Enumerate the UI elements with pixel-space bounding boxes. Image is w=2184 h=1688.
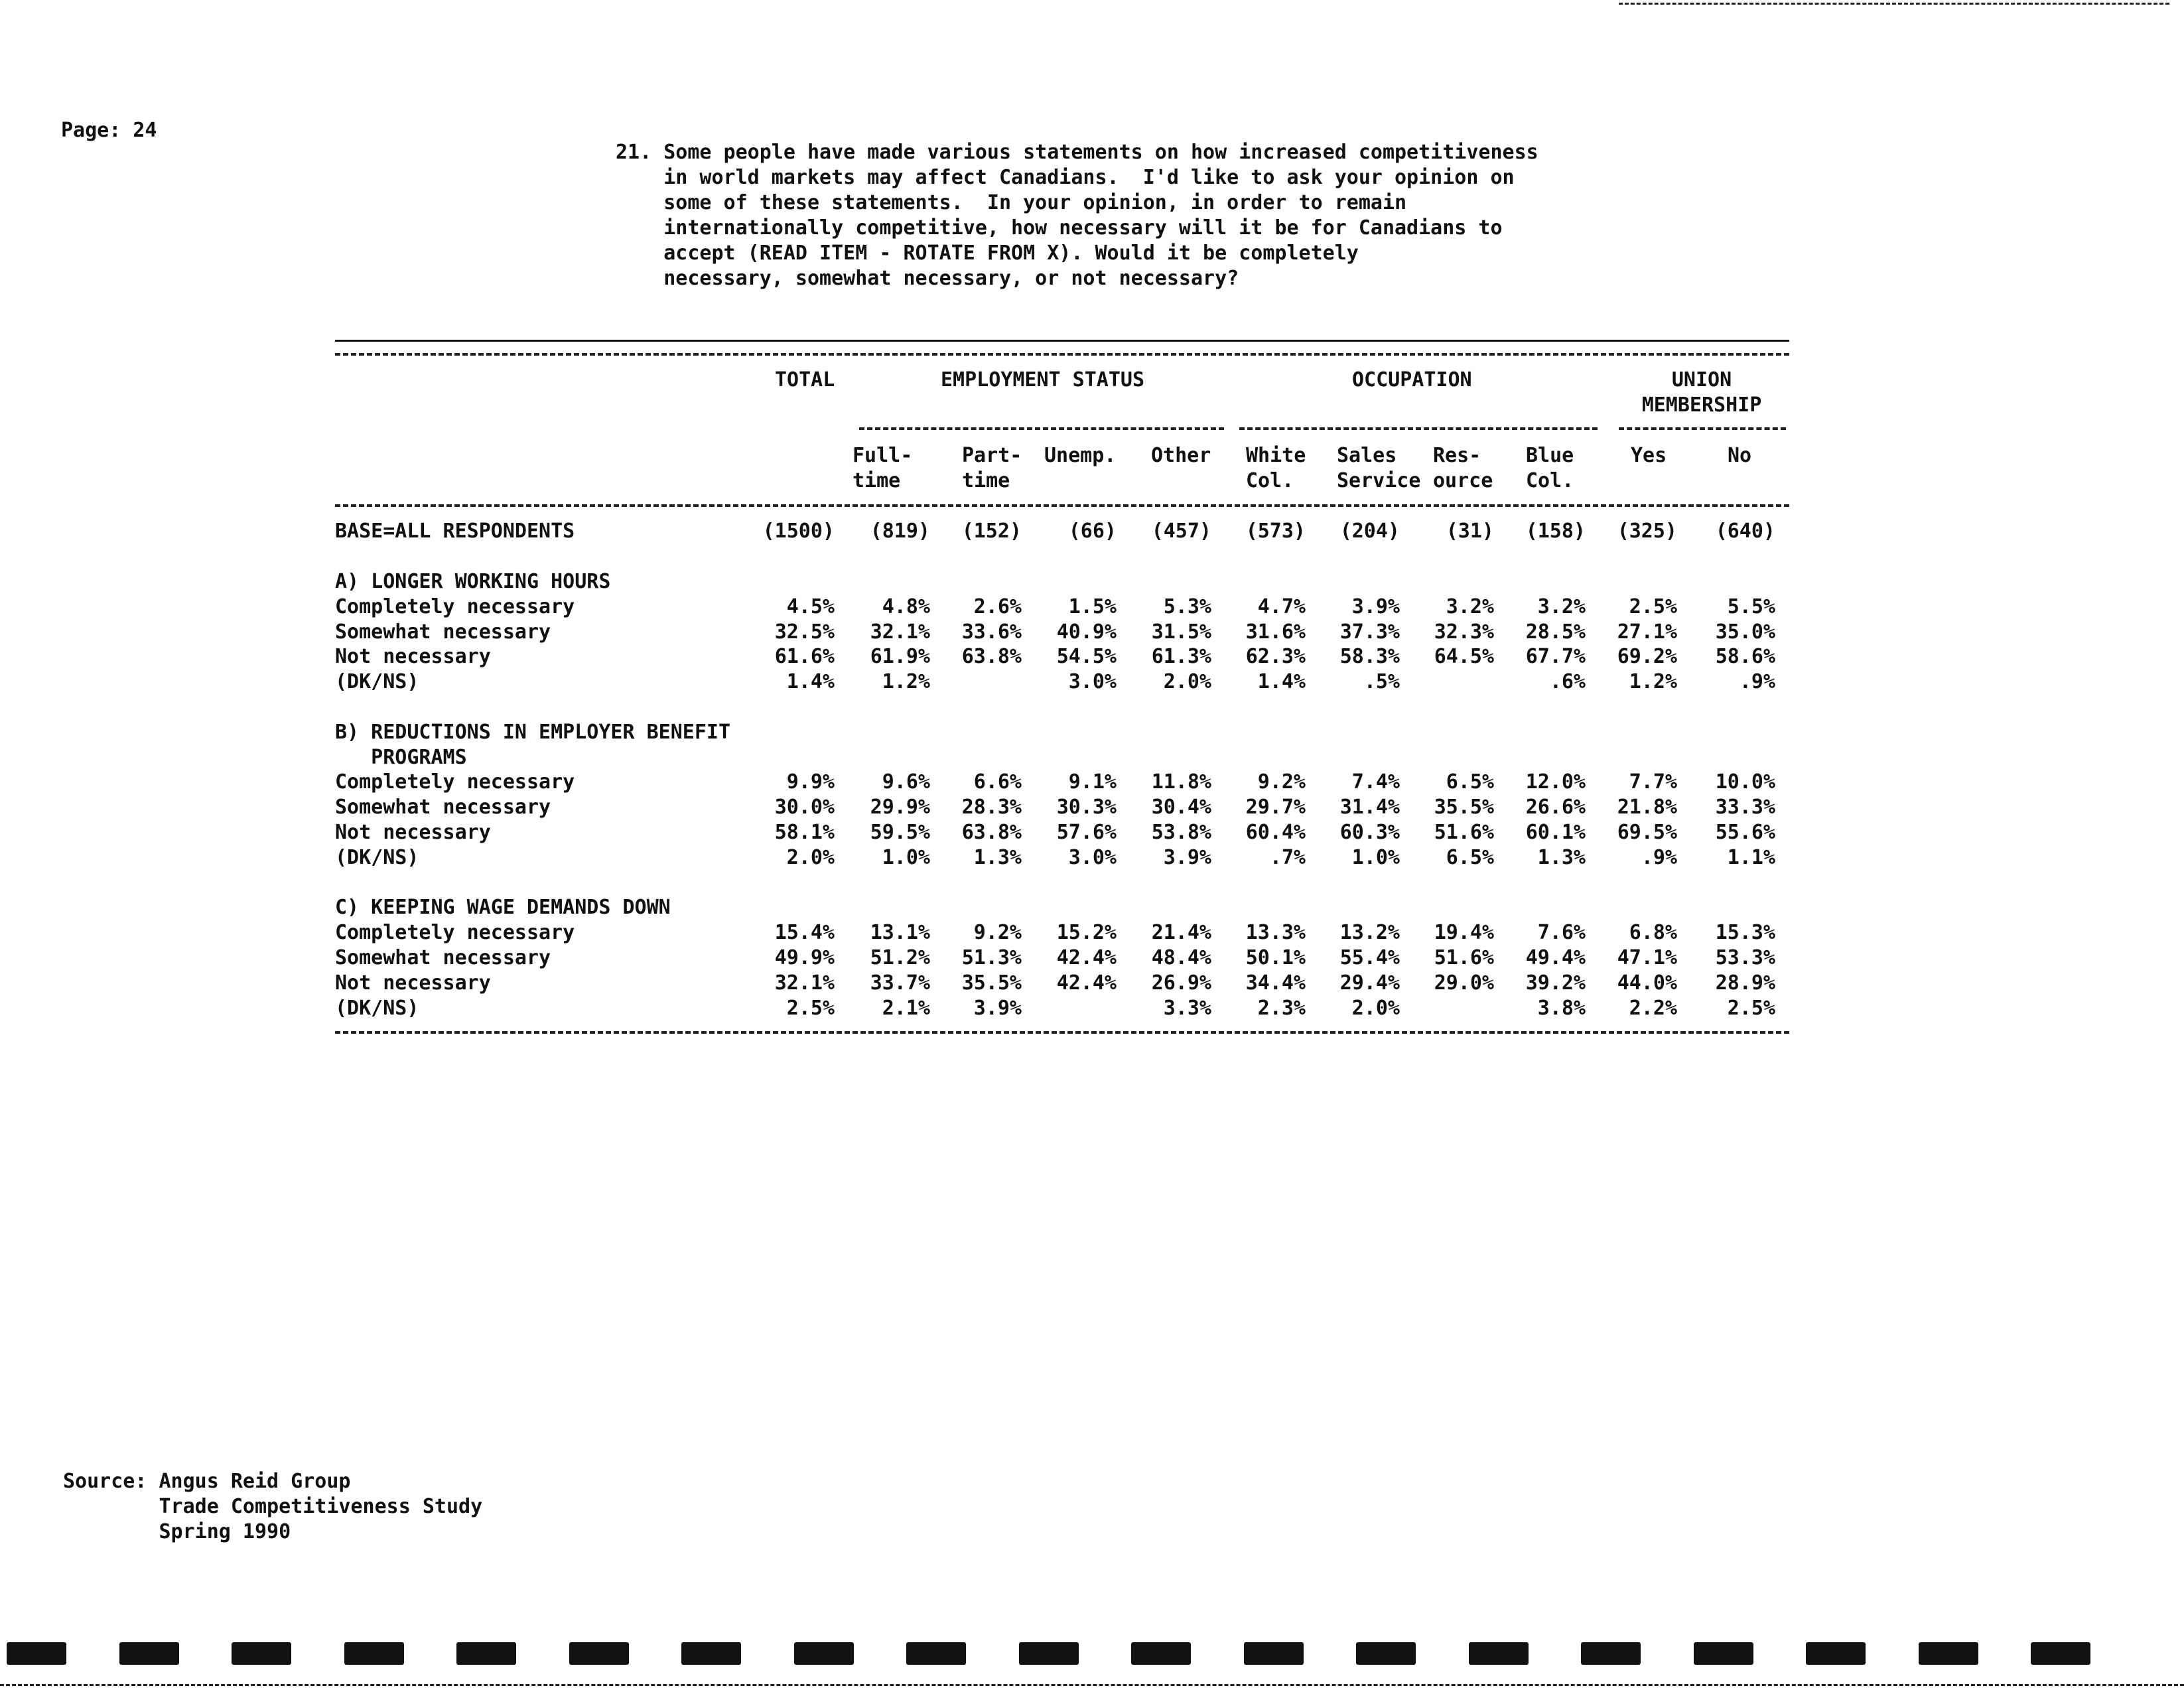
table-cell: 32.1%	[774, 971, 835, 995]
table-cell: 63.8%	[961, 645, 1022, 668]
edge-mark	[1581, 1642, 1641, 1665]
table-cell: 35.5%	[1434, 796, 1494, 819]
edge-mark	[1356, 1642, 1416, 1665]
table-cell: 5.5%	[1727, 595, 1775, 618]
edge-mark	[1244, 1642, 1304, 1665]
table-cell: .5%	[1363, 670, 1400, 693]
column-header: Sales	[1337, 444, 1397, 467]
table-cell: 40.9%	[1056, 620, 1117, 644]
table-cell: 55.6%	[1715, 821, 1775, 844]
table-cell: 1.0%	[1351, 846, 1400, 869]
table-cell: 57.6%	[1056, 821, 1117, 844]
edge-mark	[456, 1642, 516, 1665]
base-cell: (819)	[870, 520, 930, 543]
table-cell: 58.6%	[1715, 645, 1775, 668]
table-cell: 58.3%	[1339, 645, 1400, 668]
base-cell: (158)	[1525, 520, 1586, 543]
table-cell: .7%	[1269, 846, 1306, 869]
top-edge-rule	[1619, 3, 2169, 5]
table-cell: 13.2%	[1339, 921, 1400, 944]
row-label: Not necessary	[335, 971, 491, 995]
table-cell: 32.1%	[870, 620, 930, 644]
table-cell: 37.3%	[1339, 620, 1400, 644]
table-cell: 34.4%	[1245, 971, 1306, 995]
row-label: (DK/NS)	[335, 846, 419, 869]
column-header-line-2: ource	[1433, 469, 1493, 492]
source-line-2: Trade Competitiveness Study	[63, 1495, 483, 1518]
question-line-5: accept (READ ITEM - ROTATE FROM X). Would it be completely	[616, 242, 1359, 265]
header-membership: MEMBERSHIP	[1641, 393, 1762, 417]
table-cell: 47.1%	[1617, 946, 1677, 969]
row-label: Somewhat necessary	[335, 620, 551, 644]
table-cell: 60.1%	[1525, 821, 1586, 844]
base-cell: (457)	[1151, 520, 1211, 543]
column-header: Blue	[1526, 444, 1574, 467]
table-cell: 3.9%	[1351, 595, 1400, 618]
table-cell: 3.9%	[973, 997, 1022, 1020]
table-cell: 28.5%	[1525, 620, 1586, 644]
table-cell: 1.4%	[786, 670, 835, 693]
table-cell: 61.6%	[774, 645, 835, 668]
row-label: (DK/NS)	[335, 670, 419, 693]
table-cell: 28.9%	[1715, 971, 1775, 995]
table-cell: 61.3%	[1151, 645, 1211, 668]
edge-mark	[906, 1642, 966, 1665]
table-cell: .6%	[1549, 670, 1586, 693]
table-cell: 12.0%	[1525, 770, 1586, 794]
table-cell: 9.2%	[973, 921, 1022, 944]
table-cell: 6.6%	[973, 770, 1022, 794]
table-cell: 1.3%	[973, 846, 1022, 869]
table-cell: 44.0%	[1617, 971, 1677, 995]
base-cell: (66)	[1068, 520, 1117, 543]
edge-mark	[681, 1642, 741, 1665]
table-cell: 29.0%	[1434, 971, 1494, 995]
section-title: A) LONGER WORKING HOURS	[335, 570, 611, 593]
table-cell: 10.0%	[1715, 770, 1775, 794]
table-bottom-rule	[335, 1031, 1789, 1034]
table-cell: 53.3%	[1715, 946, 1775, 969]
base-cell: (640)	[1715, 520, 1775, 543]
table-cell: 1.2%	[1629, 670, 1677, 693]
edge-mark	[1469, 1642, 1529, 1665]
table-cell: 21.8%	[1617, 796, 1677, 819]
edge-mark	[7, 1642, 66, 1665]
table-cell: 2.0%	[1351, 997, 1400, 1020]
column-header-line-2: Col.	[1526, 469, 1574, 492]
table-cell: 4.5%	[786, 595, 835, 618]
base-cell: (573)	[1245, 520, 1306, 543]
table-cell: 33.3%	[1715, 796, 1775, 819]
base-cell: (1500)	[762, 520, 835, 543]
column-header-line-2: time	[962, 469, 1010, 492]
table-cell: 2.5%	[786, 997, 835, 1020]
base-cell: (31)	[1446, 520, 1494, 543]
table-cell: 35.0%	[1715, 620, 1775, 644]
table-cell: 30.0%	[774, 796, 835, 819]
question-line-1: 21. Some people have made various statements on how increased competitiveness	[616, 141, 1538, 164]
table-cell: 1.3%	[1537, 846, 1586, 869]
edge-mark	[1806, 1642, 1866, 1665]
base-cell: (325)	[1617, 520, 1677, 543]
table-cell: 67.7%	[1525, 645, 1586, 668]
table-cell: 2.0%	[1163, 670, 1211, 693]
table-cell: 7.6%	[1537, 921, 1586, 944]
union-group-rule	[1619, 427, 1786, 430]
table-cell: 63.8%	[961, 821, 1022, 844]
table-cell: 54.5%	[1056, 645, 1117, 668]
table-cell: 1.1%	[1727, 846, 1775, 869]
source-line-3: Spring 1990	[63, 1520, 291, 1543]
table-cell: 31.5%	[1151, 620, 1211, 644]
table-cell: 7.4%	[1351, 770, 1400, 794]
table-cell: 30.4%	[1151, 796, 1211, 819]
edge-mark	[794, 1642, 854, 1665]
header-occupation: OCCUPATION	[1352, 368, 1472, 391]
table-cell: 9.6%	[882, 770, 930, 794]
edge-mark	[232, 1642, 291, 1665]
table-cell: 26.9%	[1151, 971, 1211, 995]
table-cell: 60.4%	[1245, 821, 1306, 844]
table-cell: 51.6%	[1434, 946, 1494, 969]
column-header-line-2: Service	[1337, 469, 1421, 492]
table-cell: 1.4%	[1257, 670, 1306, 693]
table-cell: 1.0%	[882, 846, 930, 869]
table-cell: 4.8%	[882, 595, 930, 618]
table-cell: 51.6%	[1434, 821, 1494, 844]
table-cell: 19.4%	[1434, 921, 1494, 944]
row-label: Completely necessary	[335, 770, 575, 794]
table-cell: 15.2%	[1056, 921, 1117, 944]
table-cell: 7.7%	[1629, 770, 1677, 794]
table-cell: 31.6%	[1245, 620, 1306, 644]
table-cell: 13.3%	[1245, 921, 1306, 944]
edge-mark	[1919, 1642, 1978, 1665]
table-cell: 33.7%	[870, 971, 930, 995]
base-cell: (152)	[961, 520, 1022, 543]
table-cell: 26.6%	[1525, 796, 1586, 819]
table-cell: 15.3%	[1715, 921, 1775, 944]
table-cell: 1.5%	[1068, 595, 1117, 618]
table-cell: 2.3%	[1257, 997, 1306, 1020]
column-header: Res-	[1433, 444, 1481, 467]
column-header: Unemp.	[1044, 444, 1117, 467]
table-cell: 49.4%	[1525, 946, 1586, 969]
row-label: Completely necessary	[335, 595, 575, 618]
table-cell: 6.8%	[1629, 921, 1677, 944]
table-cell: 3.0%	[1068, 670, 1117, 693]
column-header: White	[1246, 444, 1306, 467]
row-label: Somewhat necessary	[335, 946, 551, 969]
table-cell: 9.1%	[1068, 770, 1117, 794]
header-employment-status: EMPLOYMENT STATUS	[941, 368, 1145, 391]
table-cell: 3.3%	[1163, 997, 1211, 1020]
table-cell: 2.0%	[786, 846, 835, 869]
source-line-1: Source: Angus Reid Group	[63, 1470, 351, 1493]
column-header: Part-	[962, 444, 1022, 467]
row-label: Somewhat necessary	[335, 796, 551, 819]
table-cell: 33.6%	[961, 620, 1022, 644]
table-cell: 9.9%	[786, 770, 835, 794]
table-cell: 3.8%	[1537, 997, 1586, 1020]
table-cell: 2.1%	[882, 997, 930, 1020]
table-cell: 21.4%	[1151, 921, 1211, 944]
edge-mark	[1019, 1642, 1079, 1665]
page-number: Page: 24	[61, 119, 157, 142]
table-cell: 3.2%	[1446, 595, 1494, 618]
table-cell: .9%	[1739, 670, 1775, 693]
table-cell: 29.7%	[1245, 796, 1306, 819]
table-cell: 58.1%	[774, 821, 835, 844]
table-cell: 6.5%	[1446, 770, 1494, 794]
bottom-edge-rule	[0, 1684, 2184, 1686]
table-cell: 3.2%	[1537, 595, 1586, 618]
table-cell: 51.3%	[961, 946, 1022, 969]
header-union: UNION	[1671, 368, 1732, 391]
column-header: No	[1728, 444, 1752, 467]
employment-group-rule	[859, 427, 1224, 430]
table-cell: 69.2%	[1617, 645, 1677, 668]
table-cell: 31.4%	[1339, 796, 1400, 819]
table-cell: 60.3%	[1339, 821, 1400, 844]
occupation-group-rule	[1239, 427, 1598, 430]
table-cell: 2.5%	[1727, 997, 1775, 1020]
table-cell: 39.2%	[1525, 971, 1586, 995]
column-header: Yes	[1631, 444, 1667, 467]
column-header-rule	[335, 504, 1789, 507]
table-cell: 9.2%	[1257, 770, 1306, 794]
table-cell: 50.1%	[1245, 946, 1306, 969]
row-label: Not necessary	[335, 821, 491, 844]
question-line-4: internationally competitive, how necessary will it be for Canadians to	[616, 216, 1503, 240]
table-cell: 3.9%	[1163, 846, 1211, 869]
row-label: Completely necessary	[335, 921, 575, 944]
section-title: B) REDUCTIONS IN EMPLOYER BENEFIT	[335, 721, 731, 744]
table-cell: 1.2%	[882, 670, 930, 693]
table-cell: 15.4%	[774, 921, 835, 944]
table-cell: 42.4%	[1056, 946, 1117, 969]
table-cell: 42.4%	[1056, 971, 1117, 995]
table-cell: 51.2%	[870, 946, 930, 969]
table-cell: 11.8%	[1151, 770, 1211, 794]
table-cell: 27.1%	[1617, 620, 1677, 644]
table-cell: 55.4%	[1339, 946, 1400, 969]
table-cell: 6.5%	[1446, 846, 1494, 869]
base-cell: (204)	[1339, 520, 1400, 543]
table-cell: 49.9%	[774, 946, 835, 969]
table-cell: 32.3%	[1434, 620, 1494, 644]
table-cell: 5.3%	[1163, 595, 1211, 618]
column-header: Full-	[853, 444, 913, 467]
table-cell: 30.3%	[1056, 796, 1117, 819]
row-label: (DK/NS)	[335, 997, 419, 1020]
edge-mark	[2031, 1642, 2090, 1665]
table-cell: 2.2%	[1629, 997, 1677, 1020]
table-cell: 62.3%	[1245, 645, 1306, 668]
base-label: BASE=ALL RESPONDENTS	[335, 520, 575, 543]
table-cell: 69.5%	[1617, 821, 1677, 844]
question-line-3: some of these statements. In your opinion, in order to remain	[616, 191, 1407, 214]
table-cell: 29.9%	[870, 796, 930, 819]
edge-mark	[119, 1642, 179, 1665]
column-header: Other	[1151, 444, 1211, 467]
column-header-line-2: Col.	[1246, 469, 1294, 492]
edge-mark	[569, 1642, 629, 1665]
table-cell: .9%	[1641, 846, 1677, 869]
edge-mark	[1694, 1642, 1753, 1665]
edge-mark	[1131, 1642, 1191, 1665]
section-title: C) KEEPING WAGE DEMANDS DOWN	[335, 896, 671, 919]
table-top-rule	[335, 340, 1789, 342]
table-cell: 61.9%	[870, 645, 930, 668]
column-header-line-2: time	[853, 469, 901, 492]
table-cell: 2.6%	[973, 595, 1022, 618]
table-cell: 53.8%	[1151, 821, 1211, 844]
table-cell: 64.5%	[1434, 645, 1494, 668]
table-cell: 29.4%	[1339, 971, 1400, 995]
section-title: PROGRAMS	[335, 746, 467, 769]
question-line-2: in world markets may affect Canadians. I'd like to ask your opinion on	[616, 166, 1515, 189]
table-cell: 4.7%	[1257, 595, 1306, 618]
table-cell: 59.5%	[870, 821, 930, 844]
table-cell: 32.5%	[774, 620, 835, 644]
question-line-6: necessary, somewhat necessary, or not necessary?	[616, 267, 1239, 290]
table-header-rule	[335, 353, 1789, 356]
table-cell: 35.5%	[961, 971, 1022, 995]
table-cell: 3.0%	[1068, 846, 1117, 869]
row-label: Not necessary	[335, 645, 491, 668]
table-cell: 13.1%	[870, 921, 930, 944]
edge-mark	[344, 1642, 404, 1665]
header-total: TOTAL	[775, 368, 835, 391]
table-cell: 28.3%	[961, 796, 1022, 819]
table-cell: 2.5%	[1629, 595, 1677, 618]
table-cell: 48.4%	[1151, 946, 1211, 969]
